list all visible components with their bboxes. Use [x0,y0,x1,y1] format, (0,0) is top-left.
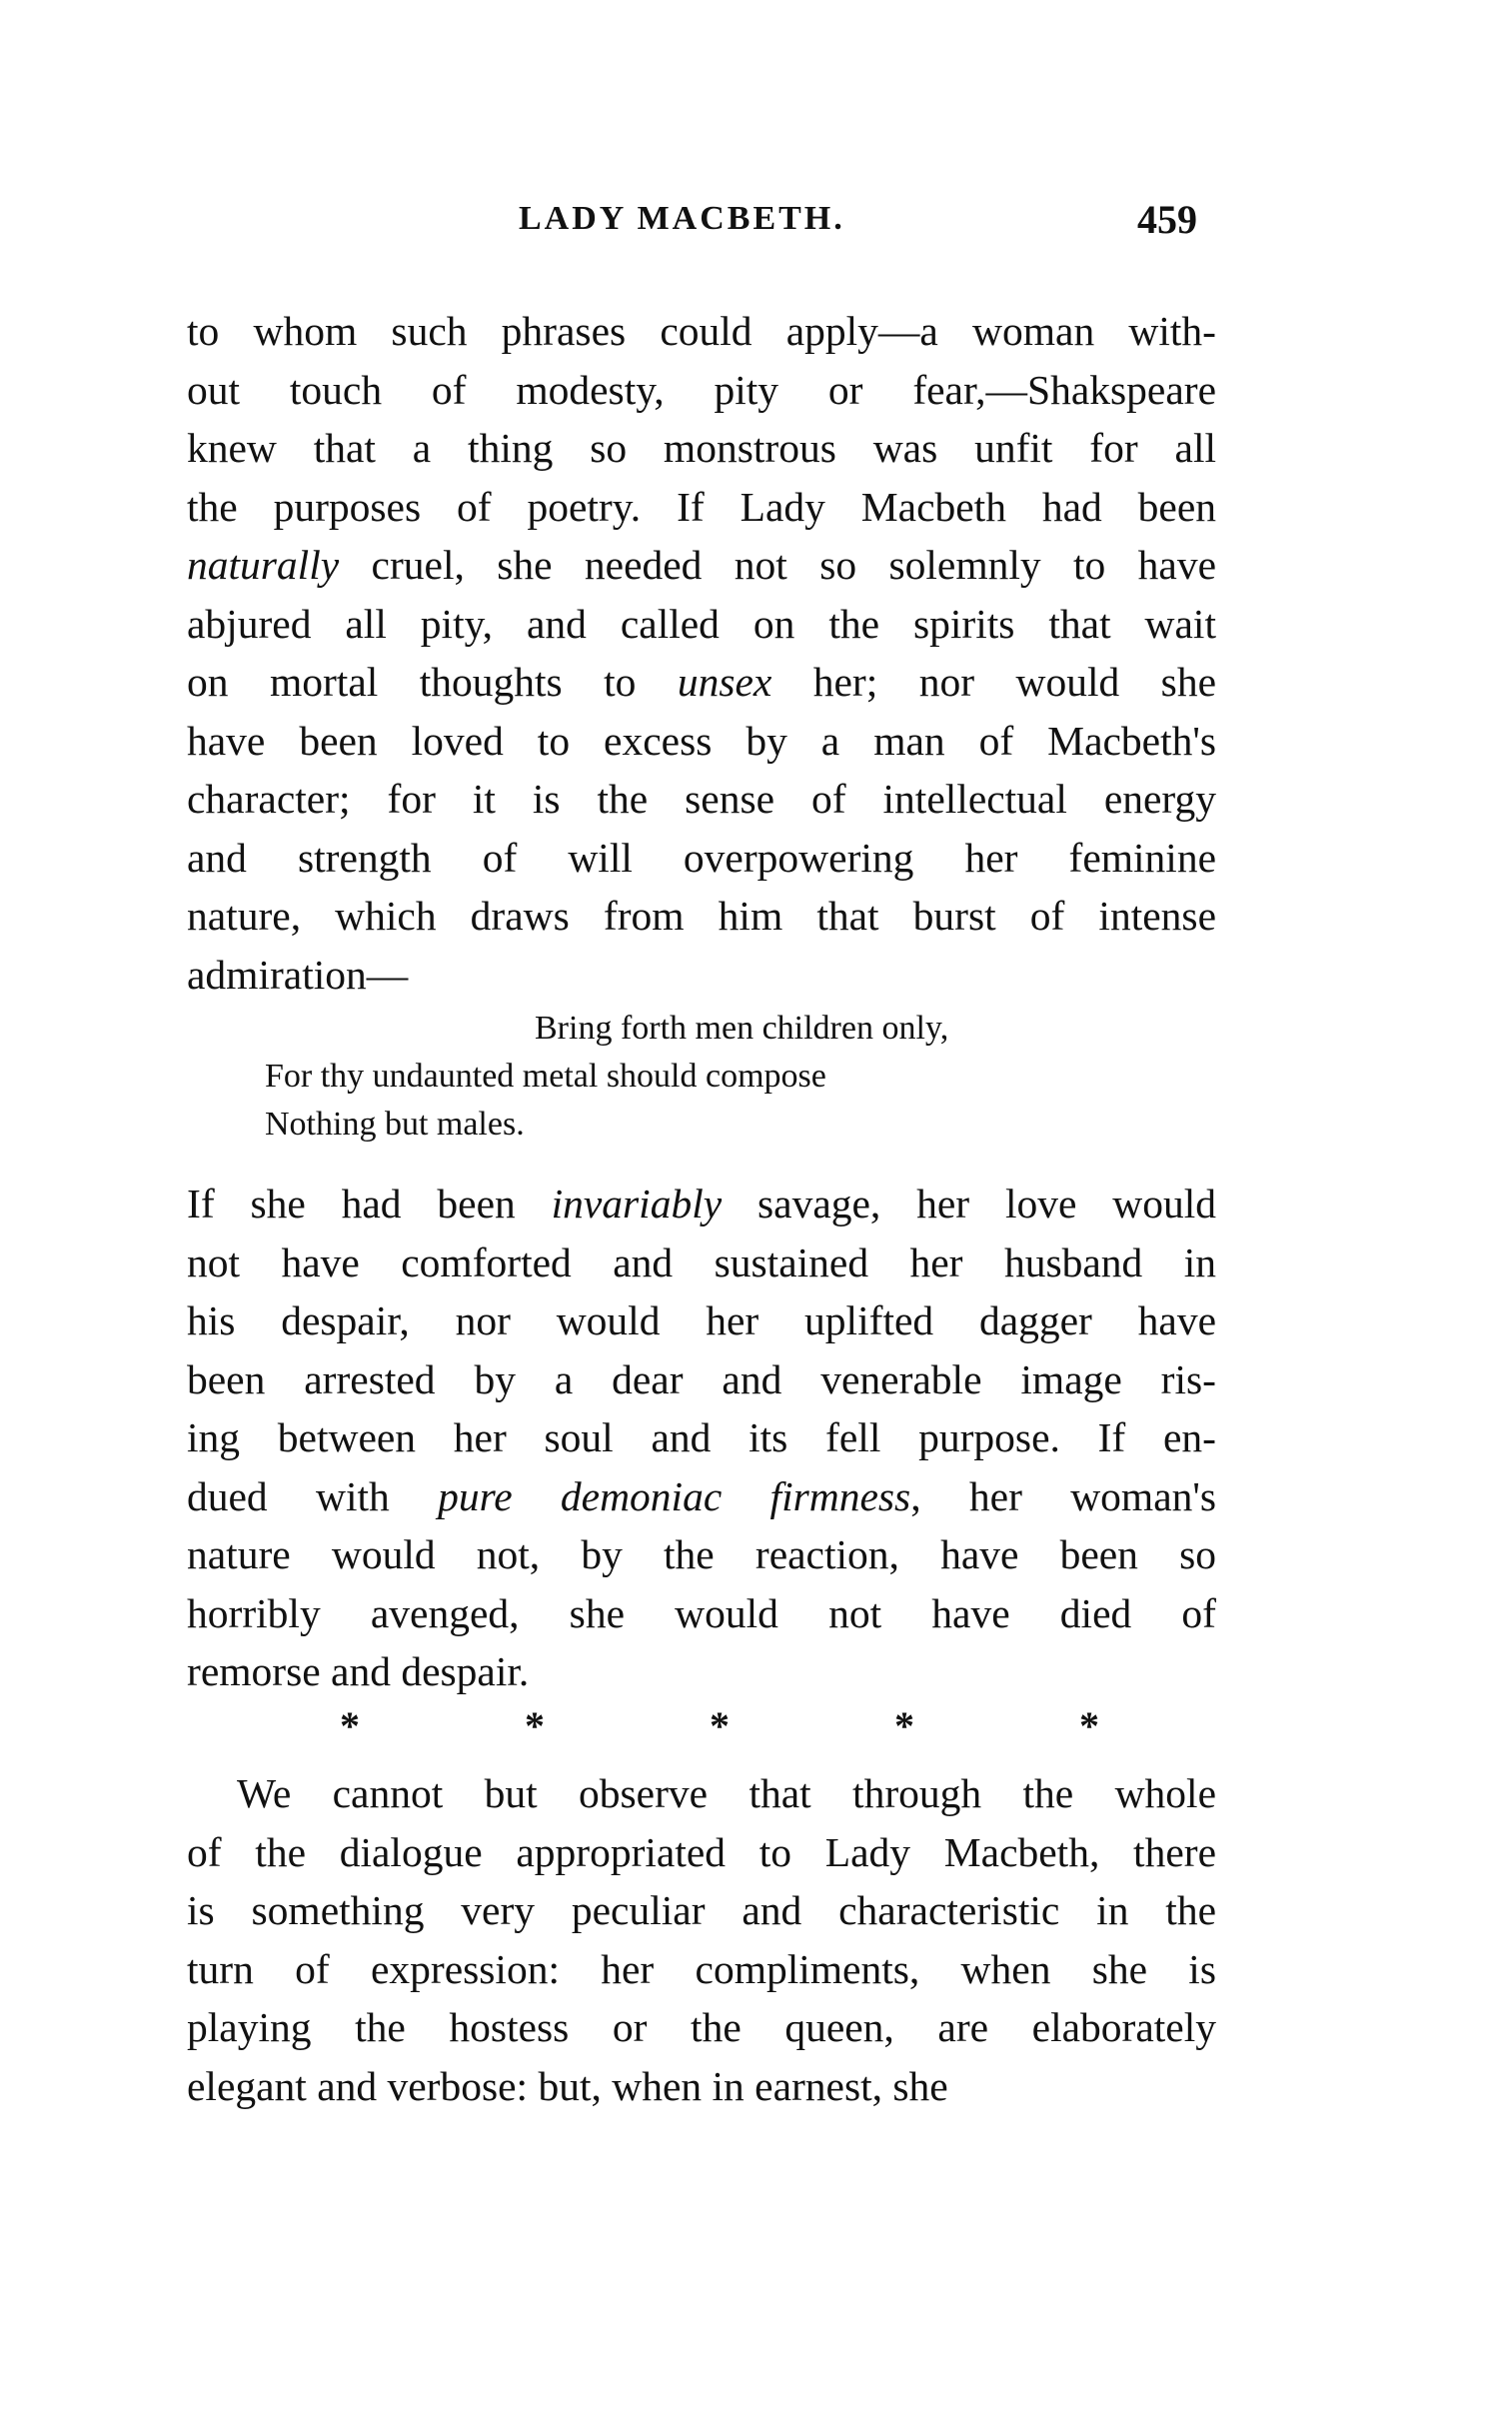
text-line [187,1175,1216,1233]
divider-star: * [894,1703,914,1748]
text-segment: her; nor would she [771,659,1216,705]
italic-text: pure demoniac firmness [438,1472,911,1519]
text-line [187,829,1216,888]
paragraph-3 [187,1764,1216,2115]
verse-quote [265,1005,1164,1149]
text-segment: of the dialogue appropriated to Lady Macbeth, there [187,1828,1216,1875]
text-line [187,595,1216,654]
section-divider [340,1702,1099,1749]
text-line [187,1291,1216,1350]
divider-star: * [1079,1703,1099,1748]
text-line [187,1642,1216,1701]
text-segment: elegant and verbose: but, when in earnest, she [187,2062,948,2109]
text-line [187,1350,1216,1409]
text-segment: If she had been [187,1181,552,1226]
text-line [187,1467,1216,1526]
text-segment: his despair, nor would her uplifted dagger have [187,1297,1216,1343]
text-line [187,946,1216,1005]
text-segment: on mortal thoughts to [187,659,678,705]
running-title: LADY MACBETH. [519,200,845,237]
quote-line: Bring forth men children only, [535,1010,949,1047]
text-line [187,653,1216,712]
paragraph-2 [187,1175,1216,1701]
text-segment: been arrested by a dear and venerable image ris- [187,1355,1216,1402]
divider-star: * [525,1703,545,1748]
text-segment: out touch of modesty, pity or fear,—Shakspeare [187,366,1216,413]
text-line [187,712,1216,771]
text-segment: playing the hostess or the queen, are elaborately [187,2004,1216,2050]
text-segment: savage, her love would [722,1181,1216,1226]
page-number: 459 [1137,197,1197,242]
text-line [187,302,1216,361]
italic-text: naturally [187,542,340,588]
text-segment: remorse and despair. [187,1648,530,1694]
text-segment: not have comforted and sustained her husband in [187,1238,1216,1285]
page-header [0,197,1512,260]
text-segment: have been loved to excess by a man of Macbeth's [187,717,1216,764]
divider-star: * [340,1703,360,1748]
text-segment: to whom such phrases could apply—a woman with- [187,308,1216,354]
text-segment: ing between her soul and its fell purpose. If en- [187,1414,1216,1460]
paragraph-1 [187,302,1216,1004]
divider-star: * [710,1703,730,1748]
text-segment: dued with [187,1472,439,1519]
text-line [187,419,1216,478]
text-segment: character; for it is the sense of intellectual energy [187,776,1216,822]
text-segment: admiration— [187,951,409,998]
text-line [187,1233,1216,1292]
text-line [187,1408,1216,1467]
text-segment: knew that a thing so monstrous was unfit for all [187,425,1216,471]
text-line [187,1998,1216,2057]
text-segment: abjured all pity, and called on the spirits that wait [187,600,1216,647]
text-line [187,361,1216,420]
text-segment: , her woman's [910,1472,1216,1519]
text-line [187,1584,1216,1643]
italic-text: unsex [677,659,772,705]
text-segment: cruel, she needed not so solemnly to have [339,542,1216,588]
text-line [187,2057,1216,2116]
text-segment: We cannot but observe that through the whole [237,1770,1216,1816]
text-line [187,1881,1216,1940]
text-segment: turn of expression: her compliments, when she is [187,1945,1216,1992]
text-line [187,1525,1216,1584]
italic-text: invariably [551,1181,723,1226]
text-segment: horribly avenged, she would not have died of [187,1589,1216,1636]
quote-line: For thy undaunted metal should compose [265,1058,826,1095]
text-line [187,887,1216,946]
text-segment: the purposes of poetry. If Lady Macbeth had been [187,483,1216,530]
text-line [187,478,1216,537]
text-segment: nature would not, by the reaction, have been so [187,1531,1216,1577]
text-segment: nature, which draws from him that burst of intense [187,893,1216,939]
quote-line: Nothing but males. [265,1106,525,1143]
text-line [187,770,1216,829]
text-line [187,536,1216,595]
text-segment: and strength of will overpowering her feminine [187,834,1216,881]
text-segment: is something very peculiar and characteristic in the [187,1887,1216,1933]
text-line [187,1940,1216,1999]
text-line [187,1764,1216,1823]
text-line [187,1823,1216,1882]
